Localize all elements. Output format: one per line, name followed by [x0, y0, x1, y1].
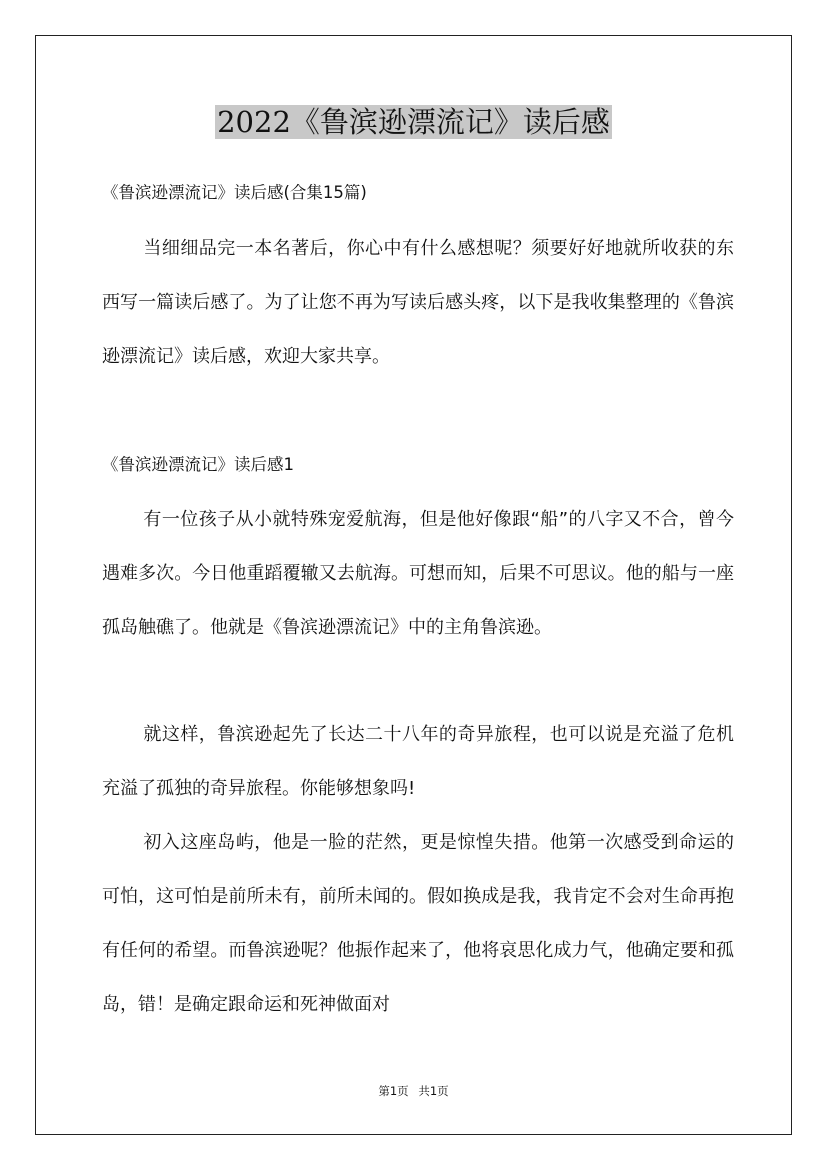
body-paragraph-3: 初入这座岛屿，他是一脸的茫然，更是惊惶失措。他第一次感受到命运的可怕，这可怕是前所未有，前所未闻的。假如换成是我，我肯定不会对生命再抱有任何的希望。而鲁滨逊呢？他振作起来了，他将哀思化成力气，他确定要和孤岛，错！是确定跟命运和死神做面对: [102, 832, 734, 1015]
page-total: 共1页: [418, 1084, 449, 1098]
intro-paragraph: 当细细品完一本名著后，你心中有什么感想呢？须要好好地就所收获的东西写一篇读后感了。为了让您不再为写读后感头疼，以下是我收集整理的《鲁滨逊漂流记》读后感，欢迎大家共享。: [102, 238, 734, 367]
document-title: [0, 100, 827, 144]
body-paragraph-1: 有一位孩子从小就特殊宠爱航海，但是他好像跟“船”的八字又不合，曾今遇难多次。今日他重蹈覆辙又去航海。可想而知，后果不可思议。他的船与一座孤岛触礁了。他就是《鲁滨逊漂流记》中的主角鲁滨逊。: [102, 509, 734, 638]
document-subtitle: 《鲁滨逊漂流记》读后感(合集15篇): [102, 183, 367, 202]
page-number: 第1页: [378, 1084, 409, 1098]
section-heading: 《鲁滨逊漂流记》读后感1: [102, 455, 294, 474]
body-paragraph-2: 就这样，鲁滨逊起先了长达二十八年的奇异旅程，也可以说是充溢了危机充溢了孤独的奇异旅程。你能够想象吗!: [102, 724, 734, 799]
page-footer: [0, 1083, 827, 1099]
title-highlight: 2022《鲁滨逊漂流记》读后感: [217, 105, 610, 139]
